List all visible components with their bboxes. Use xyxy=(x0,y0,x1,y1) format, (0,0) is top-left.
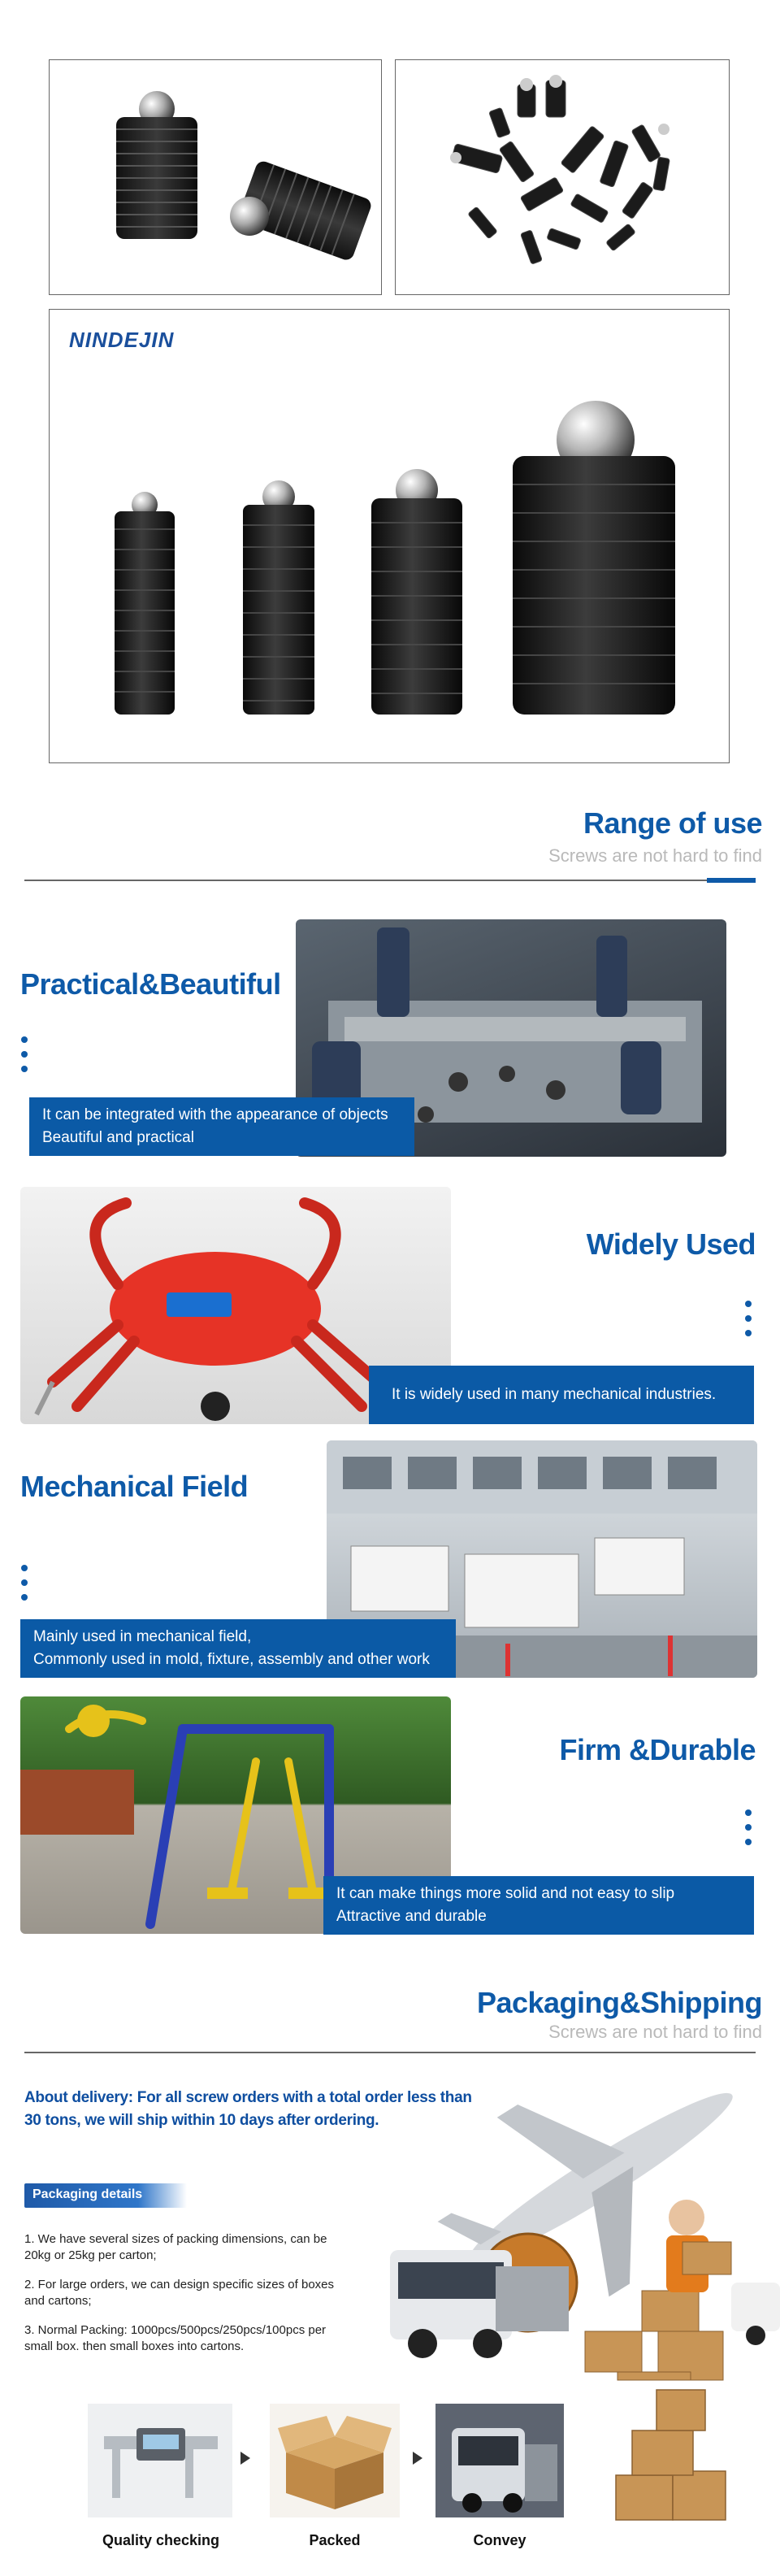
packaging-detail-item: 2. For large orders, we can design specific sizes of boxes and cartons; xyxy=(24,2278,335,2308)
caliper-image xyxy=(88,2404,232,2517)
airplane-truck-image xyxy=(374,2087,780,2388)
ball-plunger-sizes-image xyxy=(50,310,729,762)
delivery-notice-line2: 30 tons, we will ship within 10 days after ordering. xyxy=(24,2112,379,2129)
feature-caption-line1: It can be integrated with the appearance of objects xyxy=(42,1106,388,1123)
packaging-shipping-subtitle: Screws are not hard to find xyxy=(548,2022,762,2042)
brand-logo: NINDEJIN xyxy=(69,328,175,352)
feature-title-mechanical-field: Mechanical Field xyxy=(20,1470,249,1503)
step-label-packed: Packed xyxy=(309,2532,361,2548)
feature-caption-bar xyxy=(20,1619,456,1678)
set-screw-assortment-image xyxy=(396,60,729,294)
feature-caption-bar xyxy=(323,1876,754,1935)
decorative-dots xyxy=(21,1036,28,1080)
carton-box-image xyxy=(270,2404,400,2517)
step-label-quality-checking: Quality checking xyxy=(102,2532,220,2548)
packaging-details-heading xyxy=(24,2183,187,2208)
arrow-icon xyxy=(240,2452,250,2465)
feature-caption-line2: Commonly used in mold, fixture, assembly and other work xyxy=(33,1651,430,1668)
packaging-detail-item: 3. Normal Packing: 1000pcs/500pcs/250pcs/100pcs per small box. then small boxes into cartons. xyxy=(24,2323,327,2353)
product-size-range-photo xyxy=(49,309,730,763)
decorative-dots xyxy=(745,1809,752,1853)
range-of-use-title: Range of use xyxy=(583,806,762,840)
product-photo-pair xyxy=(49,59,382,295)
step-image-packed xyxy=(270,2404,400,2517)
step-image-convey xyxy=(436,2404,564,2517)
packaging-detail-item: 1. We have several sizes of packing dimensions, can be 20kg or 25kg per carton; xyxy=(24,2232,327,2262)
section-divider-accent xyxy=(707,878,756,883)
section-divider xyxy=(24,2052,756,2053)
decorative-dots xyxy=(745,1301,752,1344)
feature-caption-line2: Attractive and durable xyxy=(336,1908,487,1925)
feature-caption-line1: It can make things more solid and not easy to slip xyxy=(336,1885,675,1902)
feature-title-widely-used: Widely Used xyxy=(586,1227,756,1261)
ball-plunger-pair-image xyxy=(50,60,381,294)
range-of-use-subtitle: Screws are not hard to find xyxy=(548,845,762,866)
packaging-details-list xyxy=(24,2231,341,2355)
feature-caption-line1: Mainly used in mechanical field, xyxy=(33,1628,252,1645)
shipping-illustration xyxy=(374,2087,780,2388)
arrow-icon xyxy=(413,2452,422,2465)
stacked-boxes-image xyxy=(608,2386,730,2524)
feature-caption-bar xyxy=(29,1097,414,1156)
product-photo-assortment xyxy=(395,59,730,295)
decorative-dots xyxy=(21,1565,28,1609)
feature-caption-line1: It is widely used in many mechanical industries. xyxy=(392,1386,717,1403)
section-divider xyxy=(24,880,756,881)
feature-caption-bar xyxy=(369,1366,754,1424)
step-label-convey: Convey xyxy=(473,2532,526,2548)
delivery-notice-line1: About delivery: For all screw orders with a total order less than xyxy=(24,2089,472,2106)
truck-image xyxy=(436,2404,564,2517)
feature-caption-line2: Beautiful and practical xyxy=(42,1129,194,1146)
feature-title-practical: Practical&Beautiful xyxy=(20,967,281,1001)
packaging-details-heading-text: Packaging details xyxy=(32,2187,143,2201)
stacked-boxes-illustration xyxy=(608,2386,730,2524)
step-image-quality-checking xyxy=(88,2404,232,2517)
feature-title-firm-durable: Firm &Durable xyxy=(559,1733,756,1766)
packaging-shipping-title: Packaging&Shipping xyxy=(476,1986,762,2019)
